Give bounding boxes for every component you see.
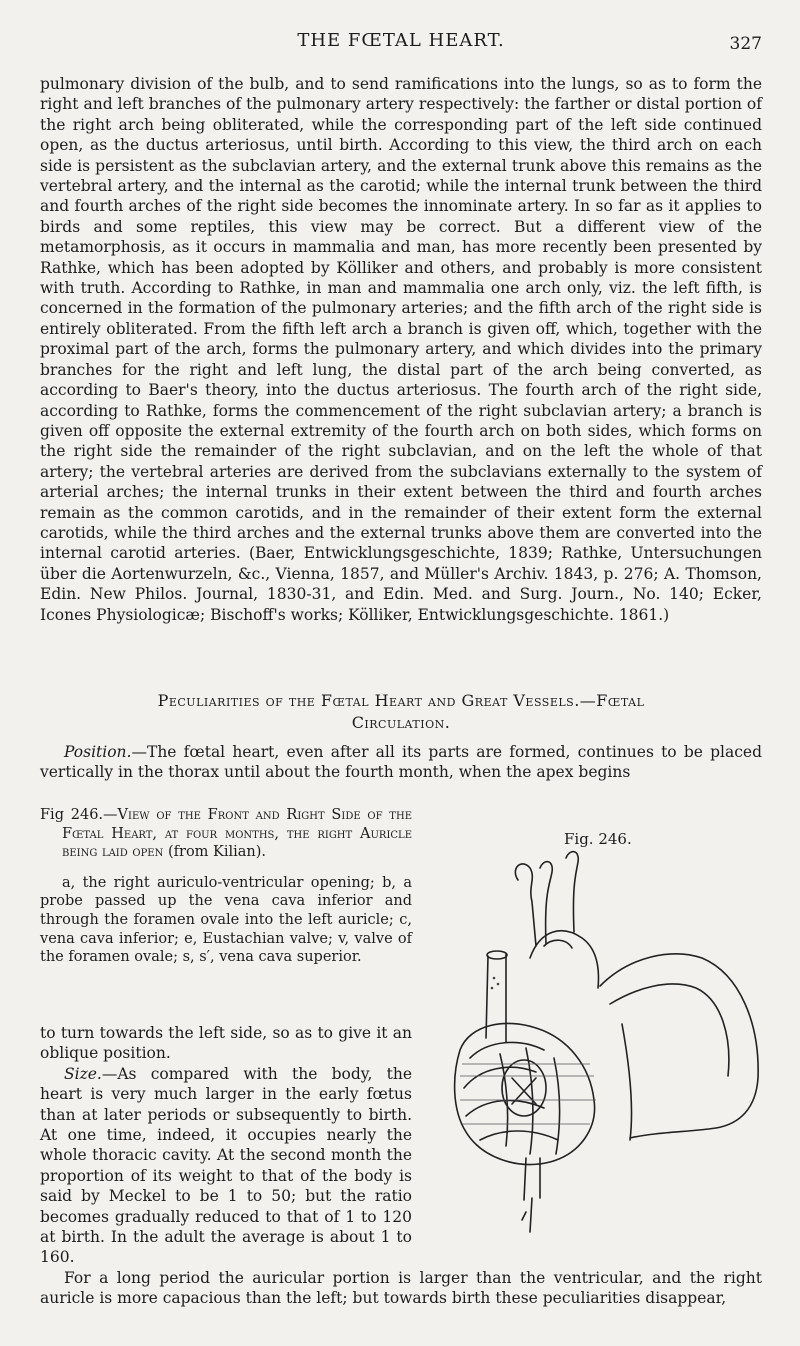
section-heading-line2: Circulation. [351,713,451,732]
heart-figure [440,828,770,1240]
size-paragraph [40,1064,412,1268]
section-heading [40,690,762,734]
left-column-text [40,1023,412,1268]
last-paragraph: For a long period the auricular portion is larger than the ventricular, and the right auricle is more capacious than the left; but towards birth these peculiarities disappear, [40,1269,762,1308]
caption-title [40,806,412,862]
size-text: —As compared with the body, the heart is very much larger in the early fœtus than at later periods or subsequently to birth. At one time, indeed, it occupies nearly the whole thoracic cavity. At the second month the proportion of its weight to that of the body is said by Meckel to be 1 to 50; but the ratio becomes gradually reduced to that of 1 to 120 at birth. In the adult the average is about 1 to 160. [40,1064,412,1267]
page-header [40,30,762,58]
caption-prefix: Fig 246.— [40,807,118,823]
position-label: Position. [64,743,132,761]
figure-caption [40,806,412,967]
body-paragraph-arches: pulmonary division of the bulb, and to send ramifications into the lungs, so as to form the right and left branches of the pulmonary artery respectively: the farther or distal portion of the right arch being obliterated, while the corresponding part of the left side continued open, as the ductus arteriosus, until birth. According to this view, the third arch on each side is persistent as the subclavian artery, and the external trunk above this remains as the vertebral artery, and the internal as the carotid; while the internal trunk between the third and fourth arches of the right side becomes the innominate artery. In so far as it applies to birds and some reptiles, this view may be correct. But a different view of the metamorphosis, as it occurs in mammalia and man, has more recently been presented by Rathke, which has been adopted by Kölliker and others, and probably is more consistent with truth. According to Rathke, in man and mammalia one arch only, viz. the left fifth, is concerned in the formation of the pulmonary arteries; and the fifth arch of the right side is entirely obliterated. From the fifth left arch a branch is given off, which, together with the proximal part of the arch, forms the pulmonary artery, and which divides into the primary branches for the right and left lung, the distal part of the arch being converted, as according to Baer's theory, into the ductus arteriosus. The fourth arch of the right side, according to Rathke, forms the commencement of the right subclavian artery; a branch is given off opposite the external extremity of the fourth arch on both sides, which forms on the right side the remainder of the right subclavian, and on the left the whole of that artery; the vertebral arteries are derived from the subclavians externally to the system of arterial arches; the internal trunks in their extent between the third and fourth arches remain as the common carotids, and in the remainder of their extent form the external carotids, while the third arches and the external trunks above them are converted into the internal carotid arteries. (Baer, Entwicklungsgeschichte, 1839; Rathke, Untersuchungen über die Aortenwurzeln, &c., Vienna, 1857, and Müller's Archiv. 1843, p. 276; A. Thomson, Edin. New Philos. Journal, 1830-31, and Edin. Med. and Surg. Journ., No. 140; Ecker, Icones Physiologicæ; Bischoff's works; Kölliker, Entwicklungsgeschichte. 1861.) [40,75,762,624]
caption-source: (from Kilian). [163,844,267,861]
heart-illustration [440,828,770,1240]
figure-label: Fig. 246. [564,830,632,848]
page-number: 327 [729,34,762,54]
size-label: Size. [64,1064,102,1083]
position-text: —The fœtal heart, even after all its parts are formed, continues to be placed vertically in the thorax until about the fourth month, when the apex begins [40,743,762,782]
position-paragraph [40,742,762,783]
caption-title-text: View of the Front and Right Side of the Fœtal Heart, at four months, the right Auricle being laid open [62,807,412,861]
section-heading-line1: Peculiarities of the Fœtal Heart and Great Vessels.—Fœtal [157,691,645,710]
running-title: THE FŒTAL HEART. [297,30,505,51]
continuation-text: to turn towards the left side, so as to give it an oblique position. [40,1024,412,1063]
figure-legend: a, the right auriculo-ventricular opening; b, a probe passed up the vena cava inferior and through the foramen ovale into the left auricle; c, vena cava inferior; e, Eustachian valve; v, valve of the foramen ovale; s, s′, vena cava superior. [40,874,412,966]
